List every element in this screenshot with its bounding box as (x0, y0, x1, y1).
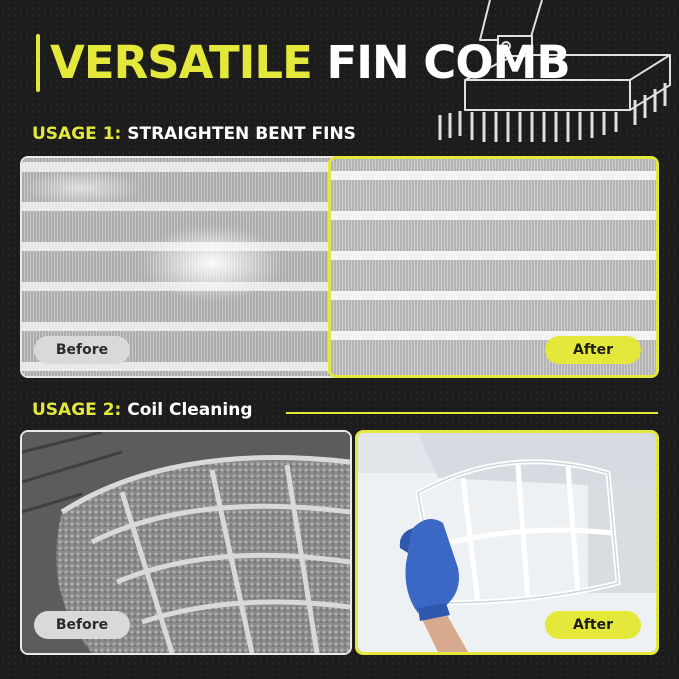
usage-1-heading (32, 124, 356, 144)
after-label-2: After (545, 611, 641, 639)
after-label-1: After (545, 336, 641, 364)
usage-1-text: STRAIGHTEN BENT FINS (127, 124, 356, 144)
title-highlight: VERSATILE (50, 36, 312, 89)
title-accent-bar (36, 34, 40, 92)
usage-1-number: USAGE 1: (32, 124, 122, 144)
usage-2-number: USAGE 2: (32, 400, 122, 420)
title-rest: FIN COMB (326, 36, 570, 89)
usage-2-text: Coil Cleaning (127, 400, 253, 420)
usage-2-heading (32, 400, 252, 420)
before-label-2: Before (34, 611, 130, 639)
before-label-1: Before (34, 336, 130, 364)
section-divider (286, 412, 658, 414)
page-title (50, 33, 570, 93)
